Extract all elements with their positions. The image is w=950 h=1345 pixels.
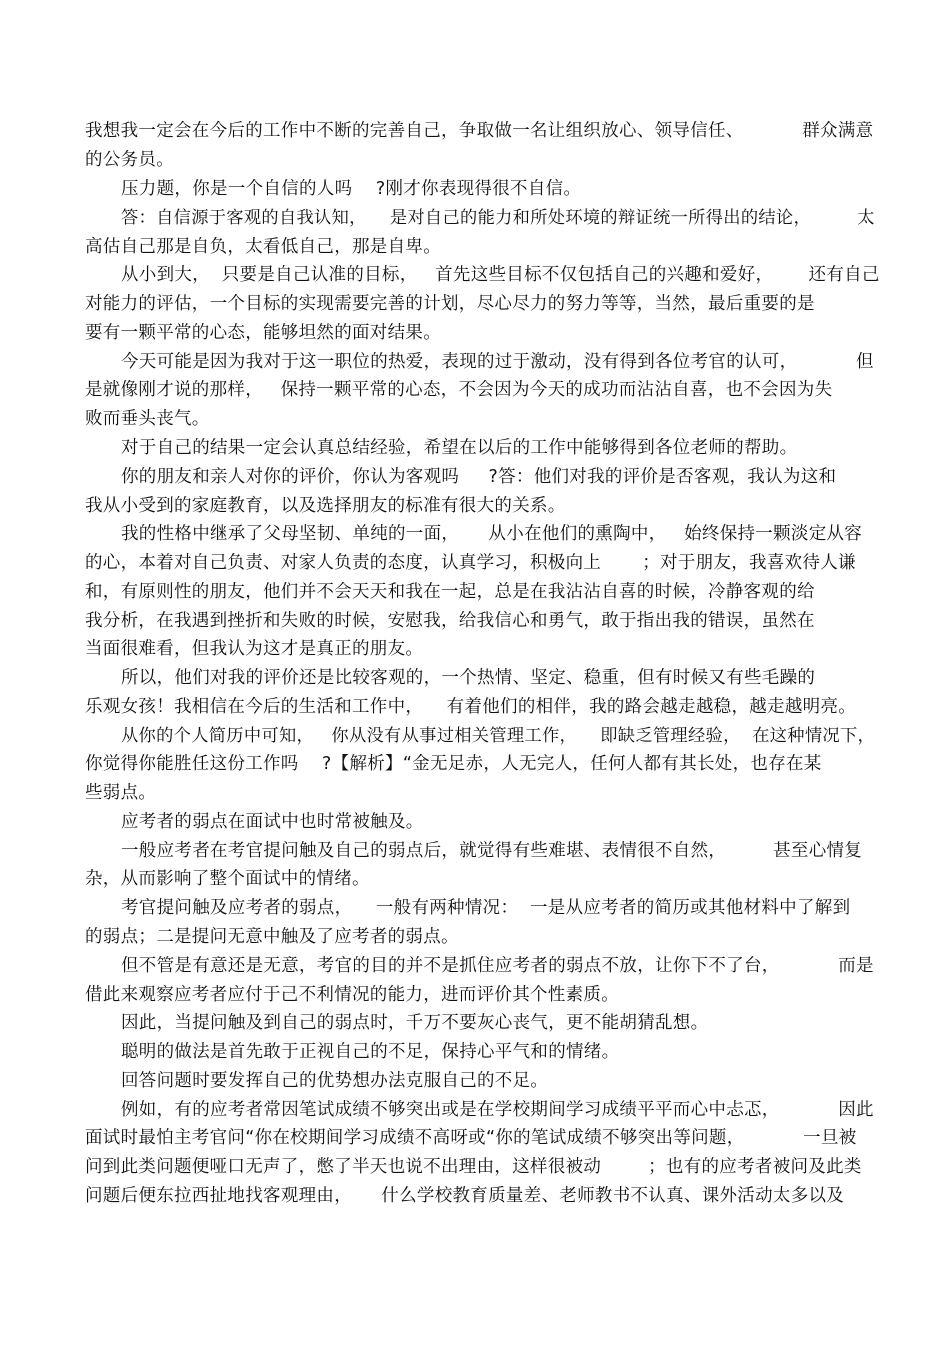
text-line: 所以，他们对我的评价还是比较客观的，一个热情、坚定、稳重，但有时候又有些毛躁的 [121, 668, 816, 688]
text-line: 考官提问触及应考者的弱点， 一般有两种情况： 一是从应考者的简历或其他材料中了解到 [121, 898, 851, 918]
text-line: 因此，当提问触及到自己的弱点时，千万不要灰心丧气，更不能胡猜乱想。 [121, 1013, 709, 1033]
text-line: 答：自信源于客观的自我认知， 是对自己的能力和所处环境的辩证统一所得出的结论， 太 [121, 208, 875, 228]
text-line: 我分析，在我遇到挫折和失败的时候，安慰我，给我信心和勇气，敢于指出我的错误，虽然在 [85, 611, 815, 631]
text-line: 从小到大， 只要是自己认准的目标， 首先这些目标不仅包括自己的兴趣和爱好， 还有自己 [121, 265, 880, 285]
text-line: 从你的个人简历中可知， 你从没有从事过相关管理工作， 即缺乏管理经验， 在这种情况下， [121, 726, 876, 746]
text-line: 杂，从而影响了整个面试中的情绪。 [85, 869, 370, 889]
text-line: 回答问题时要发挥自己的优势想办法克服自己的不足。 [121, 1071, 549, 1091]
text-line: 你觉得你能胜任这份工作吗 ?【解析】“金无足赤，人无完人，任何人都有其长处，也存在某 [85, 754, 822, 774]
text-line: 败而垂头丧气。 [85, 409, 210, 429]
text-line: 当面很难看，但我认为这才是真正的朋友。 [85, 639, 424, 659]
text-line: 面试时最怕主考官问“你在校期间学习成绩不高呀或“你的笔试成绩不够突出等问题， 一旦被 [85, 1128, 857, 1148]
text-line: 和，有原则性的朋友，他们并不会天天和我在一起，总是在我沾沾自喜的时候，冷静客观的给 [85, 582, 815, 602]
text-line: 问到此类问题便哑口无声了，憋了半天也说不出理由，这样很被动 ；也有的应考者被问及此类 [85, 1157, 862, 1177]
text-line: 是就像刚才说的那样， 保持一颗平常的心态，不会因为今天的成功而沾沾自喜，也不会因为失 [85, 380, 833, 400]
text-line: 借此来观察应考者应付于己不利情况的能力，进而评价其个性素质。 [85, 985, 619, 1005]
text-line: 对能力的评估，一个目标的实现需要完善的计划，尽心尽力的努力等等，当然，最后重要的是 [85, 294, 815, 314]
text-line: 的心，本着对自己负责、对家人负责的态度，认真学习，积极向上 ；对于朋友，我喜欢待人谦 [85, 553, 856, 573]
text-line: 的公务员。 [85, 150, 174, 170]
text-line: 聪明的做法是首先敢于正视自己的不足，保持心平气和的情绪。 [121, 1042, 620, 1062]
text-line: 压力题，你是一个自信的人吗 ?刚才你表现得很不自信。 [121, 179, 582, 199]
text-line: 乐观女孩！我相信在今后的生活和工作中， 有着他们的相伴，我的路会越走越稳，越走越明亮。 [85, 697, 857, 717]
text-line: 但不管是有意还是无意，考官的目的并不是抓住应考者的弱点不放，让你下不了台， 而是 [121, 956, 874, 976]
text-line: 我的性格中继承了父母坚韧、单纯的一面， 从小在他们的熏陶中， 始终保持一颗淡定从容 [121, 524, 863, 544]
text-line: 要有一颗平常的心态，能够坦然的面对结果。 [85, 323, 441, 343]
text-line: 问题后便东拉西扯地找客观理由， 什么学校教育质量差、老师教书不认真、课外活动太多以及 [85, 1186, 845, 1206]
text-line: 今天可能是因为我对于这一职位的热爱，表现的过于激动，没有得到各位考官的认可， 但 [121, 352, 874, 372]
text-line: 例如，有的应考者常因笔试成绩不够突出或是在学校期间学习成绩平平而心中忐忑， 因此 [121, 1100, 874, 1120]
text-line: 些弱点。 [85, 783, 157, 803]
text-line: 一般应考者在考官提问触及自己的弱点后，就觉得有些难堪、表情很不自然， 甚至心情复 [121, 841, 863, 861]
text-line: 的弱点；二是提问无意中触及了应考者的弱点。 [85, 927, 459, 947]
text-line: 高估自己那是自负，太看低自己，那是自卑。 [85, 237, 441, 257]
text-line: 对于自己的结果一定会认真总结经验，希望在以后的工作中能够得到各位老师的帮助。 [121, 438, 798, 458]
text-line: 你的朋友和亲人对你的评价，你认为客观吗 ?答：他们对我的评价是否客观，我认为这和 [121, 467, 837, 487]
text-line: 应考者的弱点在面试中也时常被触及。 [121, 812, 424, 832]
text-line: 我从小受到的家庭教育，以及选择朋友的标准有很大的关系。 [85, 496, 566, 516]
text-line: 我想我一定会在今后的工作中不断的完善自己，争取做一名让组织放心、领导信任、 群众满意 [85, 121, 874, 141]
